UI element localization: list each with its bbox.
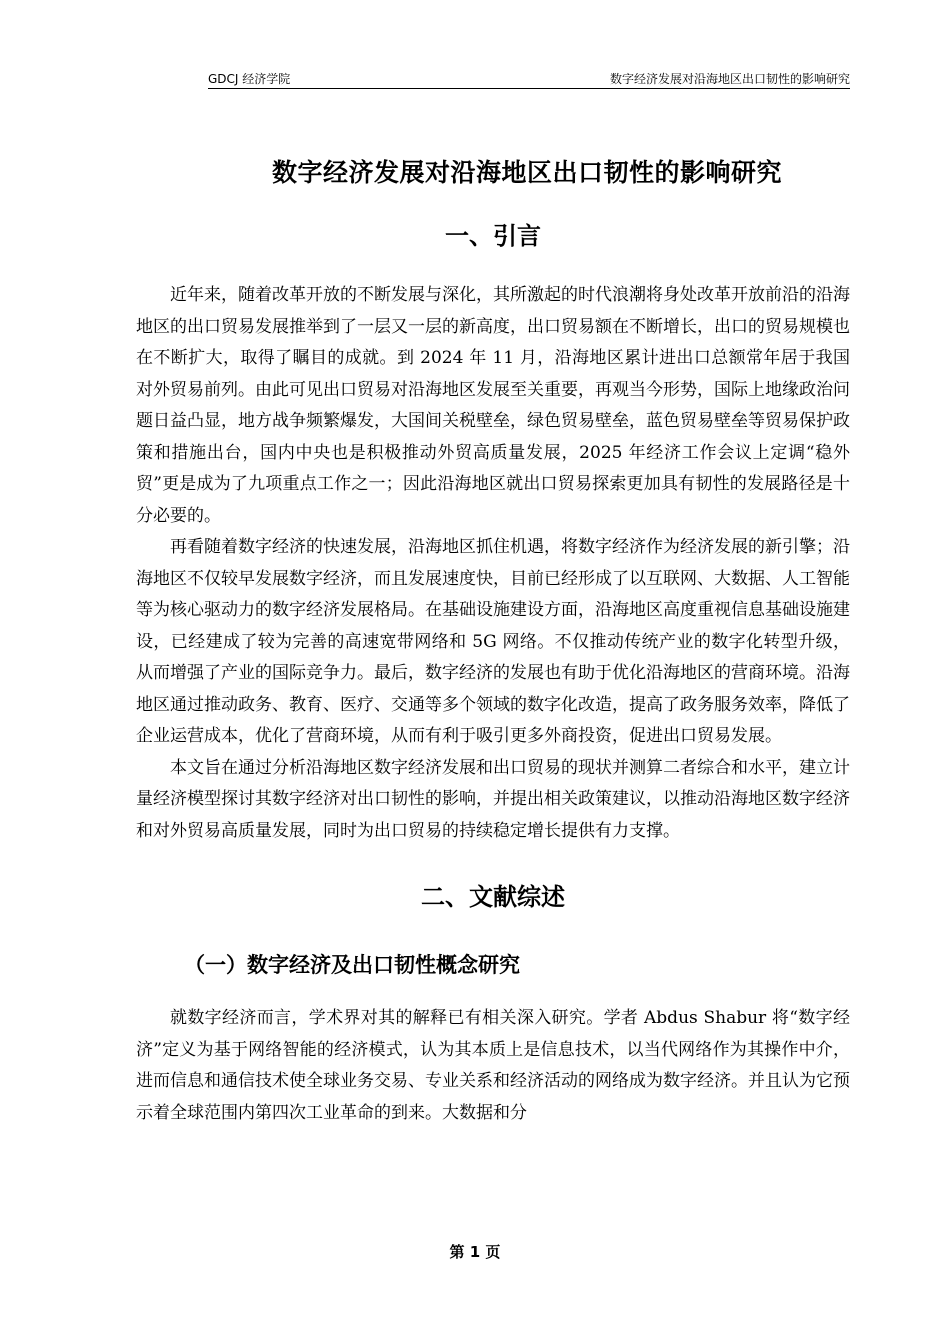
intro-paragraph-3: 本文旨在通过分析沿海地区数字经济发展和出口贸易的现状并测算二者综合和水平，建立计量经济模型探讨其数字经济对出口韧性的影响，并提出相关政策建议，以推动沿海地区数字经济和对外贸易高质量发展，同时为出口贸易的持续稳定增长提供有力支撑。 xyxy=(136,757,850,841)
header-right-text: 数字经济发展对沿海地区出口韧性的影响研究 xyxy=(609,72,850,86)
page-header xyxy=(208,70,850,89)
intro-paragraph-1: 近年来，随着改革开放的不断发展与深化，其所激起的时代浪潮将身处改革开放前沿的沿海地区的出口贸易发展推举到了一层又一层的新高度，出口贸易额在不断增长，出口的贸易规模也在不断扩大，取得了瞩目的成就。到 2024 年 11 月，沿海地区累计进出口总额常年居于我国对外贸易前列。由此可见出口贸易对沿海地区发展至关重要，再观当今形势，国际上地缘政治问题日益凸显，地方战争频繁爆发，大国间关税壁垒，绿色贸易壁垒，蓝色贸易壁垒等贸易保护政策和措施出台，国内中央也是积极推动外贸高质量发展，2025 年经济工作会议上定调“稳外贸”更是成为了九项重点工作之一；因此沿海地区就出口贸易探索更加具有韧性的发展路径是十分必要的。 xyxy=(136,285,850,526)
page-number: 第 1 页 xyxy=(449,1243,501,1261)
page-content xyxy=(136,148,850,1129)
section-heading-intro: 一、引言 xyxy=(445,222,541,250)
subsection-heading-concepts: （一）数字经济及出口韧性概念研究 xyxy=(184,953,520,977)
intro-paragraph-2: 再看随着数字经济的快速发展，沿海地区抓住机遇，将数字经济作为经济发展的新引擎；沿海地区不仅较早发展数字经济，而且发展速度快，目前已经形成了以互联网、大数据、人工智能等为核心驱动力的数字经济发展格局。在基础设施建设方面，沿海地区高度重视信息基础设施建设，已经建成了较为完善的高速宽带网络和 5G 网络。不仅推动传统产业的数字化转型升级，从而增强了产业的国际竞争力。最后，数字经济的发展也有助于优化沿海地区的营商环境。沿海地区通过推动政务、教育、医疗、交通等多个领域的数字化改造，提高了政务服务效率，降低了企业运营成本，优化了营商环境，从而有利于吸引更多外商投资，促进出口贸易发展。 xyxy=(136,537,850,746)
header-left-text: GDCJ 经济学院 xyxy=(208,72,291,86)
literature-paragraph-1: 就数字经济而言，学术界对其的解释已有相关深入研究。学者 Abdus Shabur 将“数字经济”定义为基于网络智能的经济模式，认为其本质上是信息技术，以当代网络作为其操作中介，进而信息和通信技术使全球业务交易、专业关系和经济活动的网络成为数字经济。并且认为它预示着全球范围内第四次工业革命的到来。大数据和分 xyxy=(136,1008,850,1123)
section-heading-literature: 二、文献综述 xyxy=(421,883,565,911)
document-title: 数字经济发展对沿海地区出口韧性的影响研究 xyxy=(271,158,782,187)
